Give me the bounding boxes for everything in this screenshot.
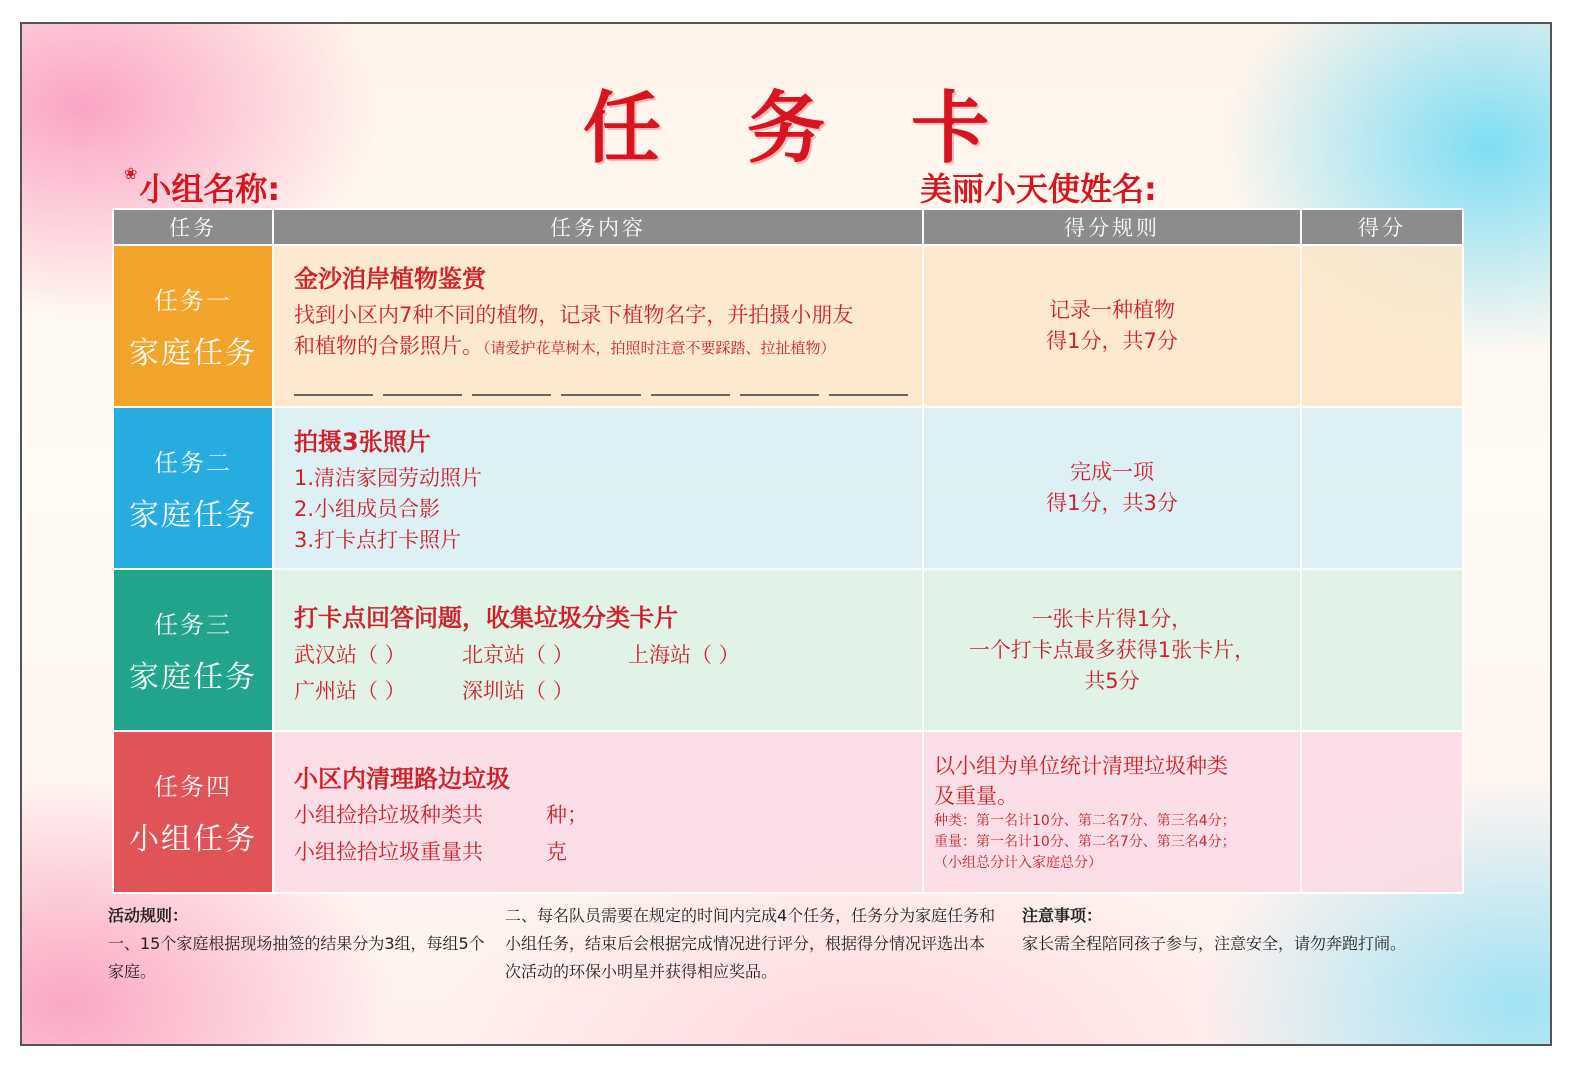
station-item[interactable]: 上海站（ ）	[628, 642, 740, 667]
task-label-cell	[113, 731, 273, 893]
activity-rules	[108, 902, 488, 986]
angel-name-text: 美丽小天使姓名:	[920, 170, 1157, 208]
rule-detail: （小组总分计入家庭总分）	[934, 854, 1102, 871]
group-name-text: 小组名称:	[139, 170, 281, 208]
angel-name-label	[920, 164, 1157, 210]
notes-text: 家长需全程陪同孩子参与，注意安全，请勿奔跑打闹。	[1022, 934, 1407, 953]
task-label-cell	[113, 245, 273, 407]
table-row	[113, 245, 1463, 407]
task-label-cell	[113, 407, 273, 569]
write-in-blanks[interactable]	[294, 394, 908, 396]
header-content: 任务内容	[273, 209, 923, 245]
activity-rules-heading: 活动规则：	[108, 906, 189, 925]
activity-rule-two: 二、每名队员需要在规定的时间内完成4个任务，任务分为家庭任务和小组任务，结束后会根据完成情况进行评分，根据得分情况评选出本次活动的环保小明星并获得相应奖品。	[505, 906, 996, 981]
activity-rule-one: 一、15个家庭根据现场抽签的结果分为3组，每组5个家庭。	[108, 934, 485, 981]
task-type: 小组任务	[129, 821, 257, 857]
bow-icon: ❀	[124, 164, 138, 183]
task-type: 家庭任务	[129, 335, 257, 371]
blank-line[interactable]	[740, 394, 819, 396]
score-rule-cell	[923, 245, 1301, 407]
task-heading: 打卡点回答问题，收集垃圾分类卡片	[294, 603, 678, 632]
station-list	[294, 639, 908, 705]
task-type: 家庭任务	[129, 497, 257, 533]
task-line-text: 和植物的合影照片。	[294, 333, 483, 358]
rule-line: 记录一种植物	[1049, 298, 1175, 322]
task-line: 找到小区内7种不同的植物，记录下植物名字，并拍摄小朋友	[294, 302, 854, 327]
notes-heading: 注意事项：	[1022, 906, 1103, 925]
task-heading: 金沙洎岸植物鉴赏	[294, 264, 486, 293]
station-item[interactable]: 深圳站（ ）	[462, 678, 574, 703]
station-item[interactable]: 武汉站（ ）	[294, 642, 406, 667]
task-number: 任务三	[154, 610, 232, 639]
task-content-cell	[273, 245, 923, 407]
blank-line[interactable]	[829, 394, 908, 396]
table-row	[113, 731, 1463, 893]
page-title: 任务卡	[582, 84, 1075, 174]
task-heading: 拍摄3张照片	[294, 428, 431, 456]
blank-line[interactable]	[472, 394, 551, 396]
group-name-label	[124, 164, 280, 210]
task-line	[294, 331, 908, 364]
blank-line[interactable]	[651, 394, 730, 396]
score-rule-cell	[923, 731, 1301, 893]
rule-line: 得1分，共7分	[1046, 329, 1178, 353]
rule-line: 完成一项	[1070, 460, 1154, 484]
table-row	[113, 407, 1463, 569]
activity-rule-two-block	[505, 902, 1000, 986]
rule-line: 以小组为单位统计清理垃圾种类	[934, 753, 1228, 778]
rule-line: 一个打卡点最多获得1张卡片，	[968, 637, 1256, 662]
task-number: 任务二	[154, 448, 232, 477]
task-number: 任务四	[154, 772, 232, 801]
header-score: 得分	[1301, 209, 1463, 245]
notes	[1022, 902, 1522, 958]
score-cell[interactable]	[1301, 569, 1463, 731]
task-content-cell	[273, 731, 923, 893]
task-line: 3.打卡点打卡照片	[294, 528, 462, 552]
score-cell[interactable]	[1301, 731, 1463, 893]
station-item[interactable]: 北京站（ ）	[462, 642, 574, 667]
rule-detail: 种类：第一名计10分、第二名7分、第三名4分；	[934, 812, 1236, 829]
rule-line: 一张卡片得1分，	[1031, 606, 1193, 631]
table-row	[113, 569, 1463, 731]
rule-detail: 重量：第一名计10分、第二名7分、第三名4分；	[934, 833, 1236, 850]
task-heading: 小区内清理路边垃圾	[294, 764, 510, 793]
task-content-cell	[273, 407, 923, 569]
task-number: 任务一	[154, 286, 232, 315]
task-table	[112, 208, 1464, 894]
task-line: 小组捡拾垃圾重量共 克	[294, 839, 567, 864]
rule-line: 及重量。	[934, 783, 1018, 808]
score-rule-cell	[923, 569, 1301, 731]
station-item[interactable]: 广州站（ ）	[294, 678, 406, 703]
task-note: （请爱护花草树木，拍照时注意不要踩踏、拉扯植物）	[483, 338, 836, 357]
rule-line: 得1分，共3分	[1046, 491, 1178, 515]
rule-line: 共5分	[1084, 668, 1140, 693]
table-header-row	[113, 209, 1463, 245]
task-content-cell	[273, 569, 923, 731]
score-rule-cell	[923, 407, 1301, 569]
blank-line[interactable]	[383, 394, 462, 396]
task-label-cell	[113, 569, 273, 731]
score-cell[interactable]	[1301, 245, 1463, 407]
task-line: 小组捡拾垃圾种类共 种；	[294, 802, 588, 827]
blank-line[interactable]	[561, 394, 640, 396]
header-task: 任务	[113, 209, 273, 245]
task-line: 1.清洁家园劳动照片	[294, 466, 483, 490]
blank-line[interactable]	[294, 394, 373, 396]
header-rule: 得分规则	[923, 209, 1301, 245]
score-cell[interactable]	[1301, 407, 1463, 569]
task-line: 2.小组成员合影	[294, 497, 441, 521]
task-card	[20, 22, 1552, 1046]
task-type: 家庭任务	[129, 659, 257, 695]
